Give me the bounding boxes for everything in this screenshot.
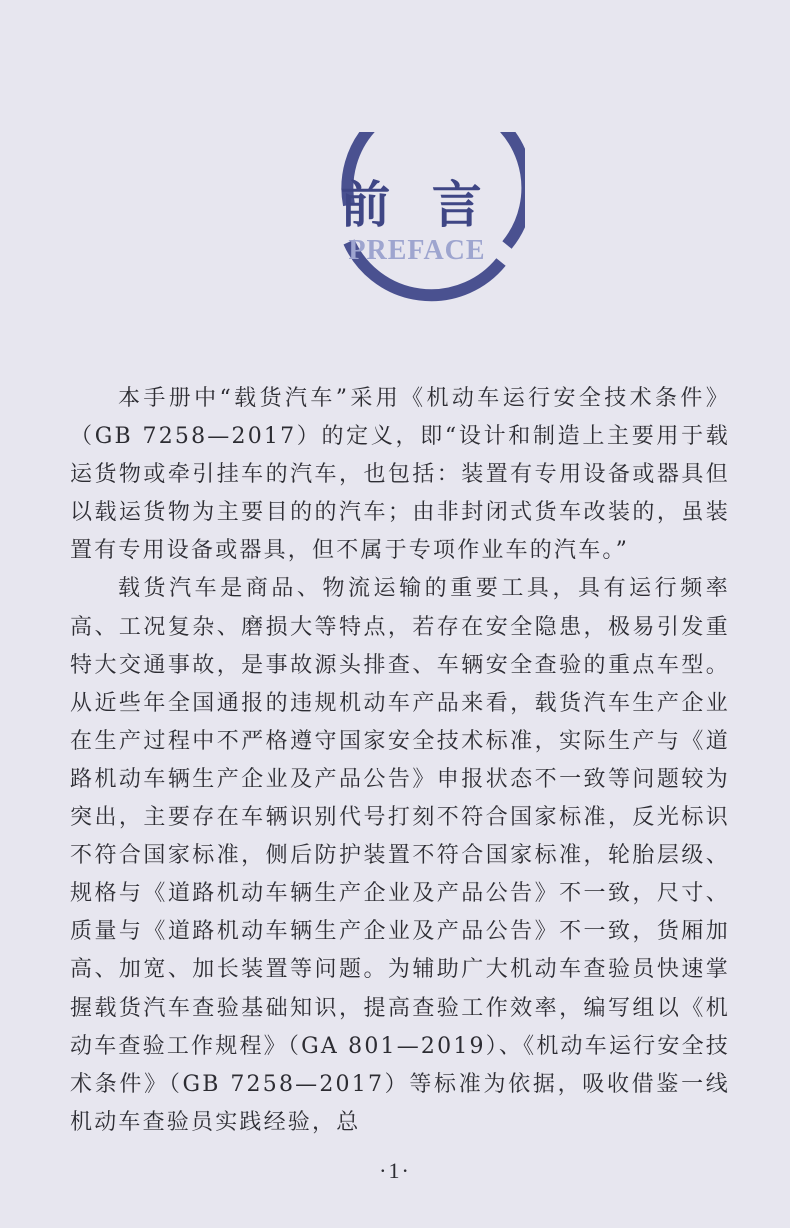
preface-emblem — [325, 132, 525, 307]
preface-title: 前 言 — [340, 175, 494, 234]
paragraph-background: 载货汽车是商品、物流运输的重要工具，具有运行频率高、工况复杂、磨损大等特点，若存在安全隐患，极易引发重特大交通事故，是事故源头排查、车辆安全查验的重点车型。从近些年全国通报的违规机动车产品来看，载货汽车生产企业在生产过程中不严格遵守国家安全技术标准，实际生产与《道路机动车辆生产企业及产品公告》申报状态不一致等问题较为突出，主要存在车辆识别代号打刻不符合国家标准，反光标识不符合国家标准，侧后防护装置不符合国家标准，轮胎层级、规格与《道路机动车辆生产企业及产品公告》不一致，尺寸、质量与《道路机动车辆生产企业及产品公告》不一致，货厢加高、加宽、加长装置等问题。为辅助广大机动车查验员快速掌握载货汽车查验基础知识，提高查验工作效率，编写组以《机动车查验工作规程》（GA 801—2019）、《机动车运行安全技术条件》（GB 7258—2017）等标准为依据，吸收借鉴一线机动车查验员实践经验，总 — [70, 576, 730, 1135]
page-number: ·1· — [379, 1158, 411, 1183]
paragraph-definition: 本手册中“载货汽车”采用《机动车运行安全技术条件》（GB 7258—2017）的定义，即“设计和制造上主要用于载运货物或牵引挂车的汽车，也包括：装置有专用设备或器具但以载运货物为主要目的的汽车；由非封闭式货车改装的，虽装置有专用设备或器具，但不属于专项作业车的汽车。” — [70, 386, 730, 564]
preface-subtitle: PREFACE — [348, 235, 486, 266]
preface-ring-graphic — [325, 132, 525, 307]
preface-body — [70, 380, 730, 1142]
